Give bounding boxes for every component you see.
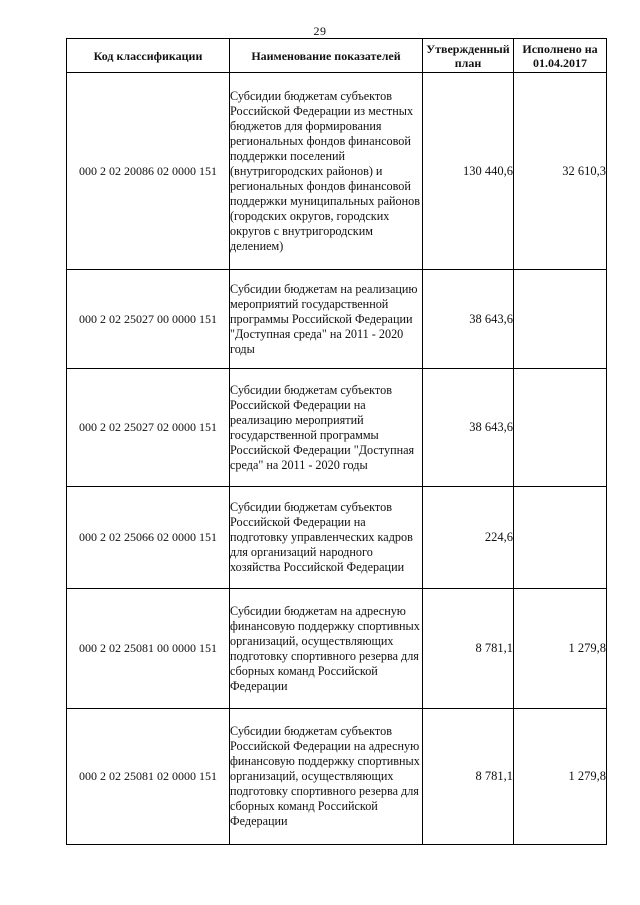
row-name: Субсидии бюджетам субъектов Российской Федерации на реализацию мероприятий государственной программы Российской Федерации "Доступная среда" на 2011 - 2020 годы (230, 369, 423, 487)
table-row (67, 709, 607, 845)
row-plan: 8 781,1 (423, 709, 514, 845)
row-plan: 38 643,6 (423, 270, 514, 369)
table-header-row (67, 39, 607, 73)
row-name: Субсидии бюджетам на адресную финансовую поддержку спортивных организаций, осуществляющих подготовку спортивного резерва для сборных команд Российской Федерации (230, 589, 423, 709)
row-name: Субсидии бюджетам субъектов Российской Федерации на подготовку управленческих кадров для организаций народного хозяйства Российской Федерации (230, 487, 423, 589)
row-code: 000 2 02 25066 02 0000 151 (67, 487, 230, 589)
row-done (514, 270, 607, 369)
row-name: Субсидии бюджетам на реализацию мероприятий государственной программы Российской Федерации "Доступная среда" на 2011 - 2020 годы (230, 270, 423, 369)
row-plan: 8 781,1 (423, 589, 514, 709)
header-name: Наименование показателей (230, 39, 423, 73)
table-row (67, 73, 607, 270)
row-done: 1 279,8 (514, 709, 607, 845)
header-done: Исполнено на 01.04.2017 (514, 39, 607, 73)
header-plan: Утвержденный план (423, 39, 514, 73)
row-plan: 38 643,6 (423, 369, 514, 487)
row-code: 000 2 02 20086 02 0000 151 (67, 73, 230, 270)
table-row (67, 487, 607, 589)
row-done (514, 369, 607, 487)
row-code: 000 2 02 25081 00 0000 151 (67, 589, 230, 709)
row-name: Субсидии бюджетам субъектов Российской Федерации на адресную финансовую поддержку спортивных организаций, осуществляющих подготовку спортивного резерва для сборных команд Российской Федерации (230, 709, 423, 845)
row-name: Субсидии бюджетам субъектов Российской Федерации из местных бюджетов для формирования региональных фондов финансовой поддержки поселений (внутригородских районов) и региональных фондов финансовой поддержки муниципальных районов (городских округов, городских округов с внутригородским делением) (230, 73, 423, 270)
table-row (67, 270, 607, 369)
row-code: 000 2 02 25027 00 0000 151 (67, 270, 230, 369)
row-done (514, 487, 607, 589)
table-row (67, 369, 607, 487)
row-done: 32 610,3 (514, 73, 607, 270)
row-plan: 224,6 (423, 487, 514, 589)
row-code: 000 2 02 25081 02 0000 151 (67, 709, 230, 845)
row-code: 000 2 02 25027 02 0000 151 (67, 369, 230, 487)
budget-table (66, 38, 607, 845)
row-plan: 130 440,6 (423, 73, 514, 270)
page-number: 29 (313, 24, 327, 38)
table-row (67, 589, 607, 709)
header-code: Код классификации (67, 39, 230, 73)
row-done: 1 279,8 (514, 589, 607, 709)
